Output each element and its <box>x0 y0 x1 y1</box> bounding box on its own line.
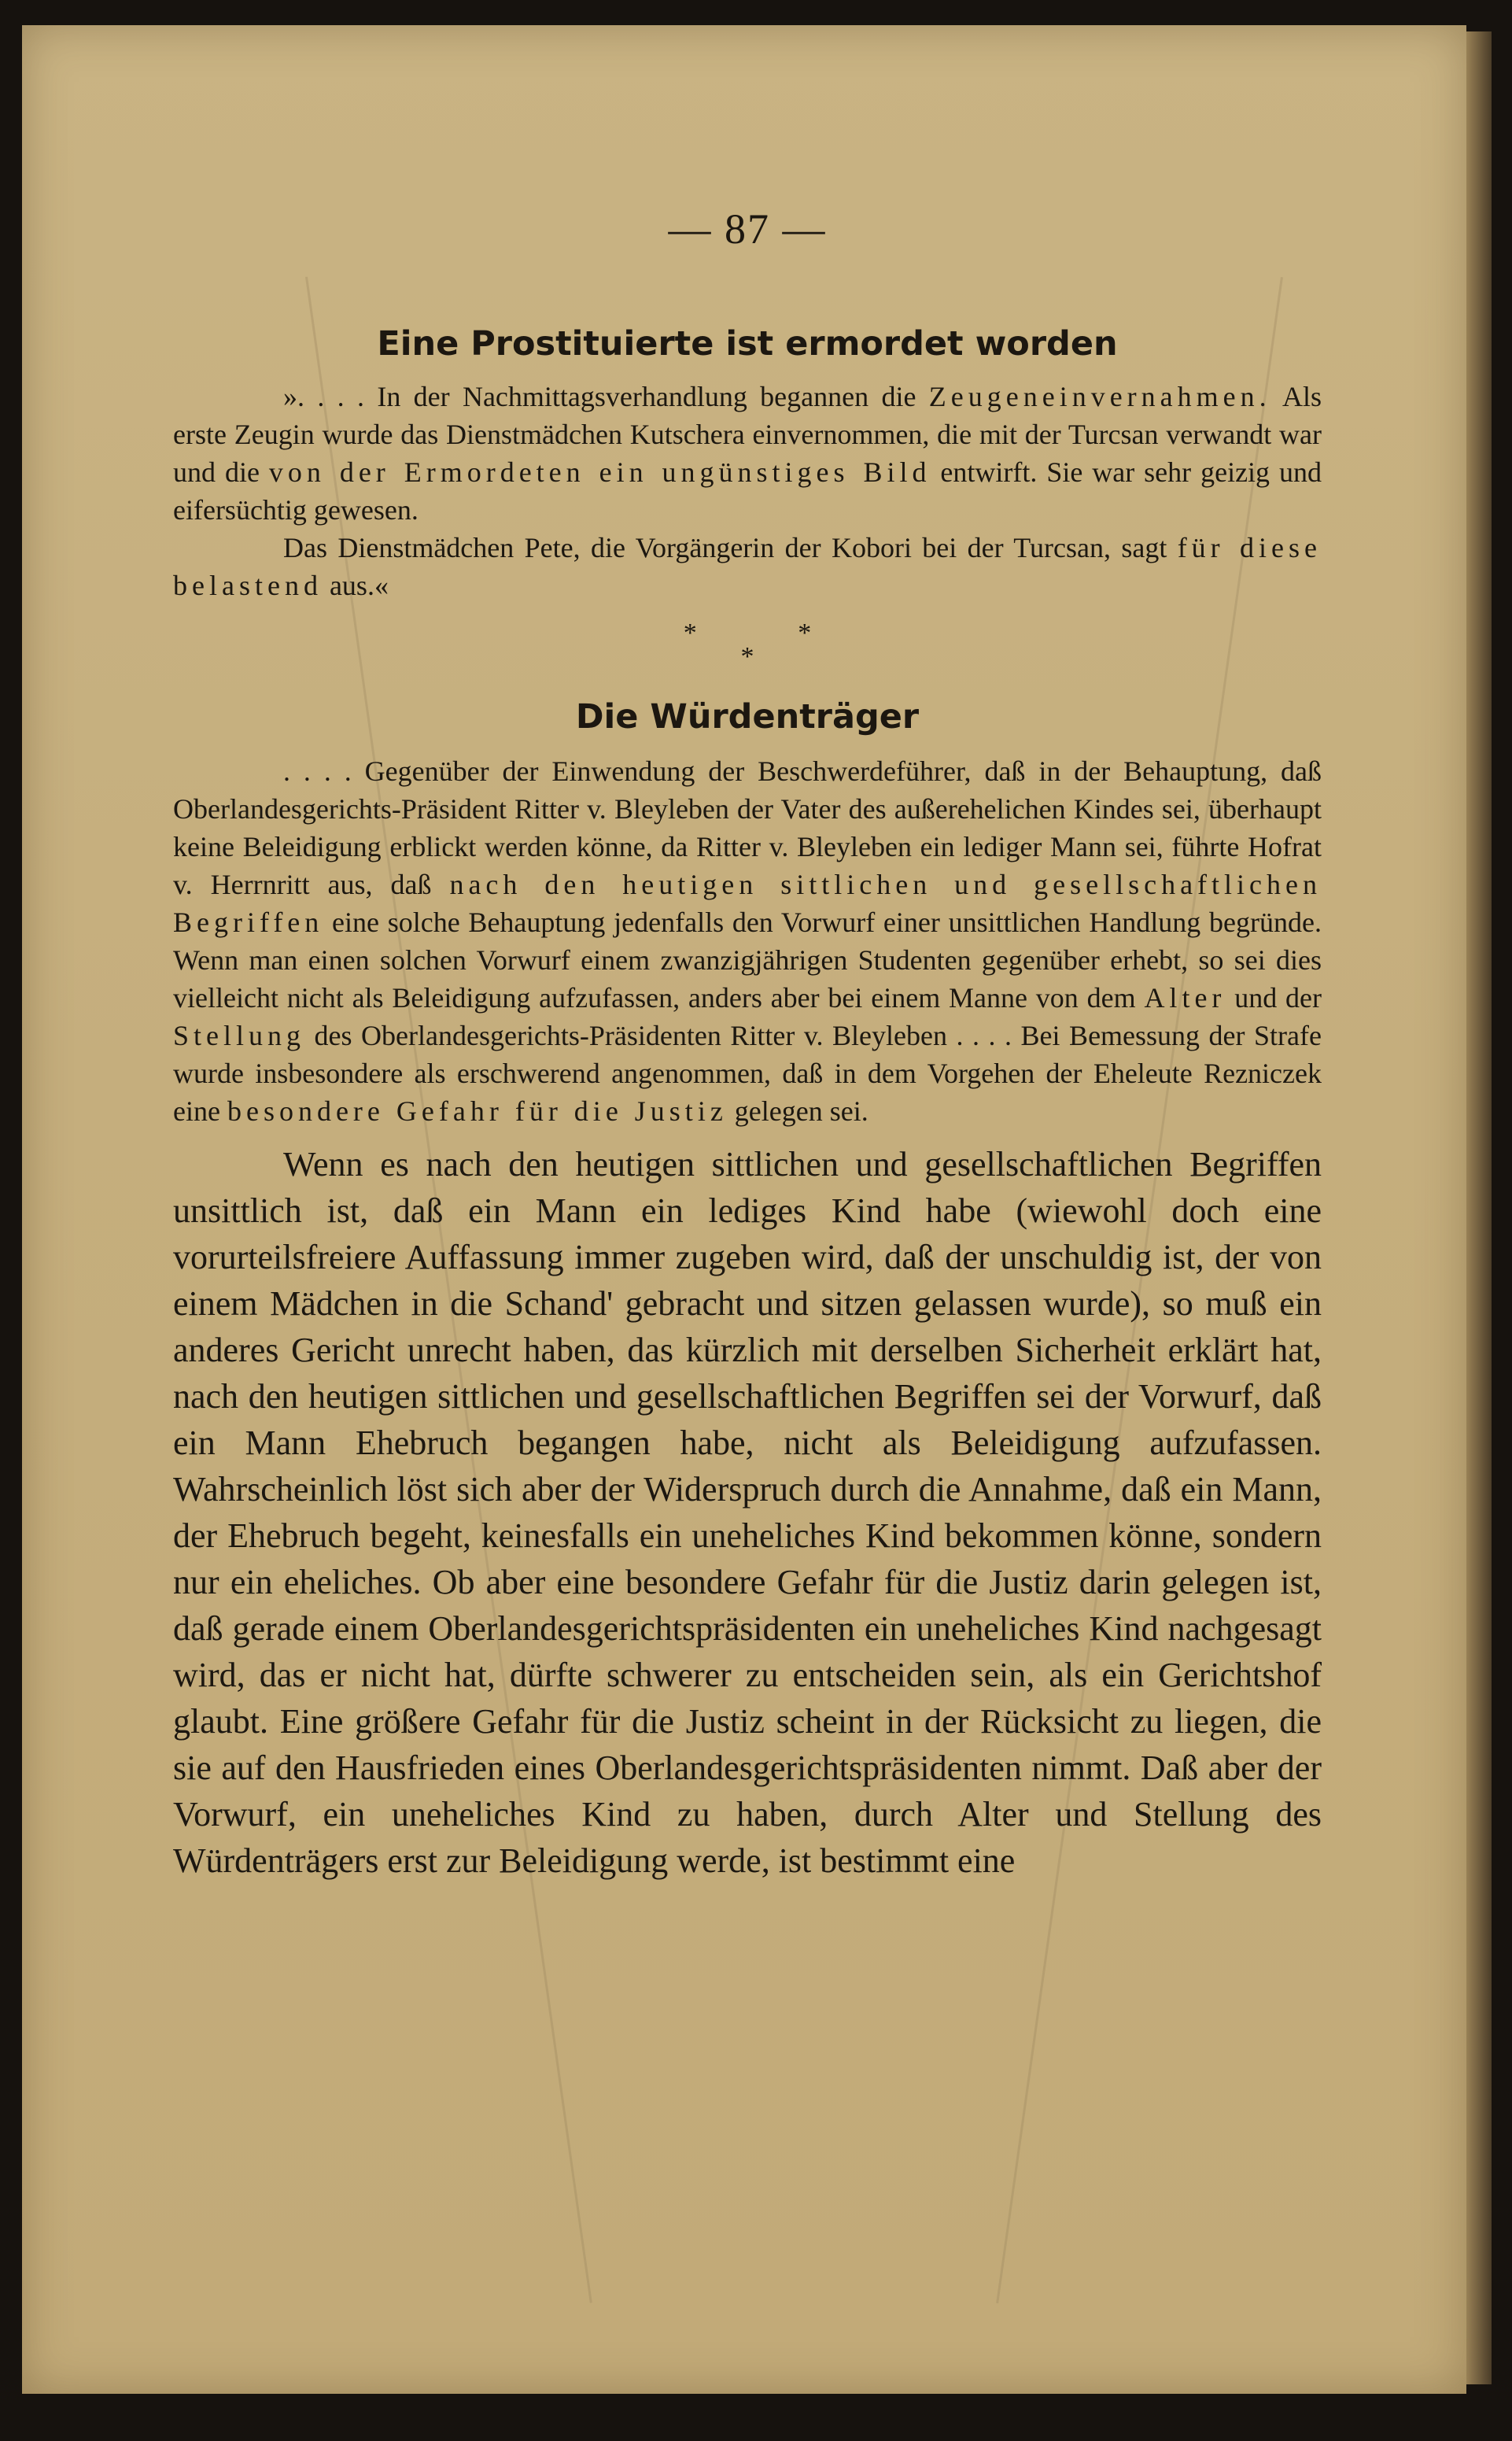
section-heading: Eine Prostituierte ist ermordet worden <box>377 324 1118 364</box>
spaced-emphasis: besondere Gefahr für die Justiz <box>227 1095 728 1127</box>
text-run: Als erste Zeugin wurde das Dienstmädchen Kutschera einvernommen, die mit der Turcsan verwandt war und die <box>173 381 1322 488</box>
text-run: gelegen sei. <box>727 1095 868 1127</box>
spaced-emphasis: Zeugeneinvernahmen. <box>928 381 1271 412</box>
commentary-block <box>173 1141 1322 1884</box>
section-separator <box>173 619 1322 671</box>
separator-row: * * <box>683 619 812 648</box>
text-run: . . . . Gegenüber der Einwendung der Beschwerdeführer, daß in der Behauptung, daß Oberlandesgerichts-Präsident Ritter v. Bleyleben der Vater des außerehelichen Kindes sei, überhaupt keine Beleidigung erblickt werden könne, da Ritter v. Bleyleben ein lediger Mann sei, führte Hofrat v. Herrnritt aus, daß <box>173 755 1322 900</box>
text-run: und der <box>1226 982 1322 1014</box>
spaced-emphasis: für diese belastend <box>173 532 1322 601</box>
page-number: — 87 — <box>668 205 827 253</box>
page-content <box>173 205 1322 1884</box>
quote-paragraph <box>173 529 1322 604</box>
spaced-emphasis: Alter <box>1144 982 1226 1014</box>
commentary-paragraph: Wenn es nach den heutigen sittlichen und gesellschaftlichen Begriffen unsittlich ist, daß ein Mann ein lediges Kind habe (wiewohl doch eine vorurteilsfreiere Auffassung immer zugeben wird, daß der unschuldig ist, der von einem Mädchen in die Schand' gebracht und sitzen gelassen wurde), so muß ein anderes Gericht unrecht haben, das kürzlich mit derselben Sicherheit erklärt hat, nach den heutigen sittlichen und gesellschaftlichen Begriffen sei der Vorwurf, daß ein Mann Ehebruch begangen habe, nicht als Beleidigung aufzufassen. Wahrscheinlich löst sich aber der Widerspruch durch die Annahme, daß ein Mann, der Ehebruch begeht, keinesfalls ein uneheliches Kind bekommen könne, sondern nur ein eheliches. Ob aber eine besondere Gefahr für die Justiz darin gelegen ist, daß gerade einem Oberlandesgerichtspräsidenten ein uneheliches Kind nachgesagt wird, das er nicht hat, dürfte schwerer zu entscheiden sein, als ein Gerichtshof glaubt. Eine größere Gefahr für die Justiz scheint in der Rücksicht zu liegen, die sie auf den Hausfrieden eines Oberlandesgerichtspräsidenten nimmt. Daß aber der Vorwurf, ein uneheliches Kind zu haben, durch Alter und Stellung des Würdenträgers erst zur Beleidigung werde, ist bestimmt eine <box>173 1145 1322 1880</box>
quote-block <box>173 378 1322 604</box>
spaced-emphasis: von der Ermordeten ein ungünstiges Bild <box>268 456 931 488</box>
text-run: entwirft. Sie war sehr geizig und eifersüchtig gewesen. <box>173 456 1322 526</box>
quote-paragraph <box>173 378 1322 529</box>
text-run: ». . . . In der Nachmittagsverhandlung begannen die <box>283 381 929 412</box>
quote-block <box>173 752 1322 1130</box>
quote-paragraph <box>173 752 1322 1130</box>
spaced-emphasis: nach den heutigen sittlichen und gesellschaftlichen Begriffen <box>173 869 1322 938</box>
separator-row: * <box>740 642 754 671</box>
text-run: aus.« <box>322 570 389 601</box>
text-run: eine solche Behauptung jedenfalls den Vorwurf einer unsittlichen Handlung begründe. Wenn man einen solchen Vorwurf einem zwanzigjährigen Studenten gegenüber erhebt, so sei dies vielleicht nicht als Beleidigung aufzufassen, anders aber bei einem Manne von dem <box>173 907 1322 1014</box>
spaced-emphasis: Stellung <box>173 1020 306 1051</box>
section-heading: Die Würdenträger <box>575 697 920 737</box>
text-run: Das Dienstmädchen Pete, die Vorgängerin der Kobori bei der Turcsan, sagt <box>283 532 1178 563</box>
text-run: des Oberlandesgerichts-Präsidenten Ritter v. Bleyleben . . . . Bei Bemessung der Strafe wurde insbesondere als erschwerend angenommen, daß in dem Vorgehen der Eheleute Rezniczek eine <box>173 1020 1322 1127</box>
